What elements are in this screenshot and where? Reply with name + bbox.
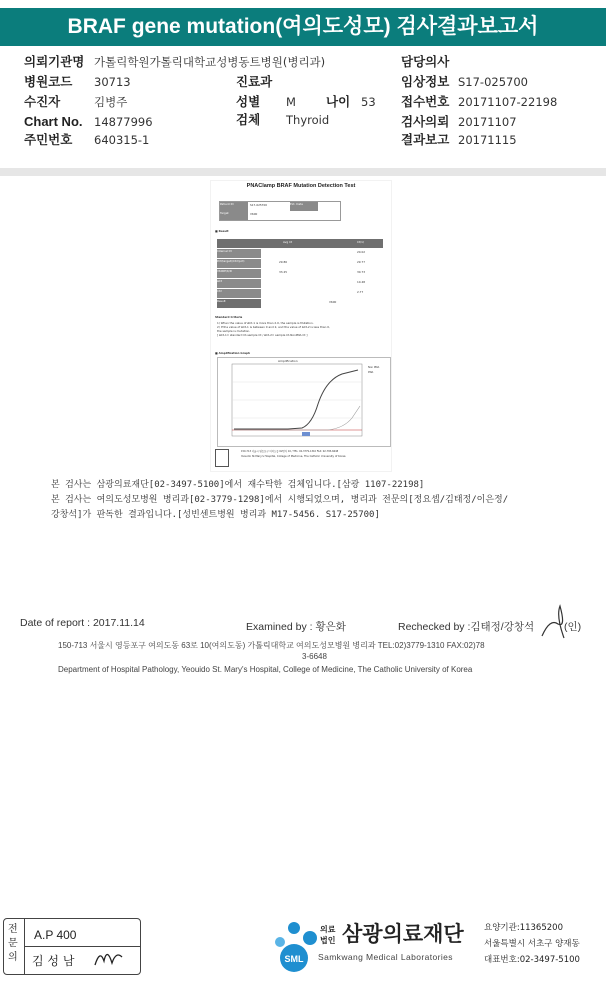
report-footer-line: Yeouido St.Mary's Hospital, College of Medicine, The Catholic University of Korea [241,455,346,458]
row-dct: 20.02 [357,250,366,254]
sample-id-label: Patient ID [220,202,248,211]
row-dct: 29.77 [357,260,366,264]
hospital-code-value: 30713 [94,75,131,89]
chart-value: 14877996 [94,115,153,129]
result-label: ■ Result [215,229,229,233]
request-value: 20171107 [458,115,517,129]
row-dct: 2.77 [357,290,364,294]
receipt-value: 20171107-22198 [458,95,558,109]
dept-label: 진료과 [236,74,273,89]
result-col-ct: Ct(1) [357,240,365,244]
sml-badge-text: SML [284,954,304,964]
org-code: 요양기관:11365200 [484,923,563,933]
examined-by: Examined by : 황은화 [246,621,346,633]
result-header-row [217,239,383,248]
legend-non-pna: Non PNA [368,366,380,369]
comment-line-2: 본 검사는 여의도성모병원 병리과[02-3779-1298]에서 시행되었으며, 병리과 전문의[정요셉/김태정/이은정/ [51,495,509,505]
row-label: Ctrl [217,289,261,298]
table-row [217,279,383,288]
id-value: 640315-1 [94,133,150,147]
org-small-1: 의료 [320,925,336,934]
section-divider [0,168,606,176]
institution-label: 의뢰기관명 [24,54,85,69]
patient-label: 수진자 [24,94,61,109]
rechecked-by: Rechecked by :김태정/강창석 [398,621,535,633]
row-label: ΔCt [217,279,261,288]
criteria-line: the sample is mutation. [217,329,251,333]
report-tel: 150-713 서울시 영등포구 여의도동 62번지 10 / TEL: 02-3779-1310 FAX: 02-783-6648 [241,450,339,453]
amp-label: ■ Amplification Graph [215,351,250,355]
stamp-name: 김 성 남 [32,954,75,968]
pnaclamp-title: PNAClamp BRAF Mutation Detection Test [246,183,356,189]
stamp-side-text: 전문의 [8,924,18,963]
report-date-label: 결과보고 [401,132,450,147]
criteria-line: [ ΔCt-1= standard Ct-sample Ct / ΔCt-2= sample Ct-NonPNA Ct ] [217,333,308,337]
row-dct: 10.48 [357,280,366,284]
table-row [217,289,383,298]
pathologist-stamp [3,918,141,975]
table-row [217,249,383,258]
table-row [217,299,383,308]
org-name: 삼광의료재단 [342,922,464,946]
footer-department: Department of Hospital Pathology, Yeouido St. Mary's Hospital, College of Medicine, The Catholic University of Korea [58,665,473,674]
row-avg: 29.86 [279,260,288,264]
stamp-signature-icon [92,943,126,971]
institution-value: 가톨릭학원가톨릭대학교성병동트병원(병리과) [94,55,326,69]
patient-value: 김병주 [94,95,128,109]
request-label: 검사의뢰 [401,114,450,129]
org-en: Samkwang Medical Laboratories [318,952,453,962]
chart-label: Chart No. [24,114,83,129]
clinical-value: S17-025700 [458,75,528,89]
report-date-value: 20171115 [458,133,517,147]
sex-label: 성별 [236,94,261,109]
org-phone: 대표번호:02-3497-5100 [484,955,580,965]
criteria-label: Standard Criteria [215,315,243,319]
clinical-label: 임상정보 [401,74,450,89]
table-row [217,259,383,268]
receipt-label: 접수번호 [401,94,450,109]
result-table [217,239,383,309]
specimen-value: Thyroid [286,113,330,127]
stamp-code: A.P 400 [34,928,77,942]
age-value: 53 [361,95,376,109]
criteria-line: 1) When the value of ΔCt-1 is more than 2.0, the sample is Mutation. [217,321,314,325]
legend-pna: PNA [368,371,374,374]
result-col-avg: Avg Ct [283,240,293,244]
sample-info-table [219,201,341,221]
sample-id-value: S17-025700 [250,203,268,207]
table-row [217,269,383,278]
specimen-label: 검체 [236,112,261,127]
row-label: Pct(target)/Ctrl(pct) [217,259,261,268]
sample-date-label: Ext. Date [290,202,318,211]
target-label: Target [220,211,248,220]
date-of-report: Date of report : 2017.11.14 [20,617,145,629]
row-avg: 33.25 [279,270,288,274]
ct-marker [302,432,310,436]
criteria-line: 2) If the value of ΔCt-1 is between 0 and 2, and the value of ΔCt-2 is less than 0, [217,325,330,329]
stamp-side [4,919,25,974]
comment-line-1: 본 검사는 삼광의료재단[02-3497-5100]에서 재수탁한 검체입니다.[삼광 1107-22198] [51,480,425,490]
age-label: 나이 [326,94,351,109]
doctor-label: 담당의사 [401,54,450,69]
footer-address: 150-713 서울시 영등포구 여의도동 63로 10(여의도동) 가톨릭대학교 여의도성모병원 병리과 TEL:02)3779-1310 FAX:02)78 [58,641,485,650]
seal-label: (인) [564,621,582,633]
id-label: 주민번호 [24,132,73,147]
sex-value: M [286,95,296,109]
row-label: V600E/K/D [217,269,261,278]
hospital-code-label: 병원코드 [24,74,73,89]
hospital-logo-icon [215,449,229,467]
row-result: V600 [329,300,337,304]
target-value: V600 [250,212,258,216]
report-title: BRAF gene mutation(여의도성모) 검사결과보고서 [0,8,606,46]
pnaclamp-report [210,180,392,472]
row-label: Result [217,299,261,308]
amplification-graph [217,357,391,447]
org-address: 서울특별시 서초구 양재동 [484,939,580,949]
row-dct: 30.73 [357,270,366,274]
row-label: Internal Ct [217,249,261,258]
comment-line-3: 강창석]가 판독한 결과입니다.[성빈센트병원 병리과 M17-5456. S17-25700] [51,510,380,520]
graph-title: Amplification [278,359,298,363]
org-small-2: 법인 [320,936,336,945]
amp-graph-svg [218,358,390,446]
footer-address-2: 3-6648 [302,652,327,661]
